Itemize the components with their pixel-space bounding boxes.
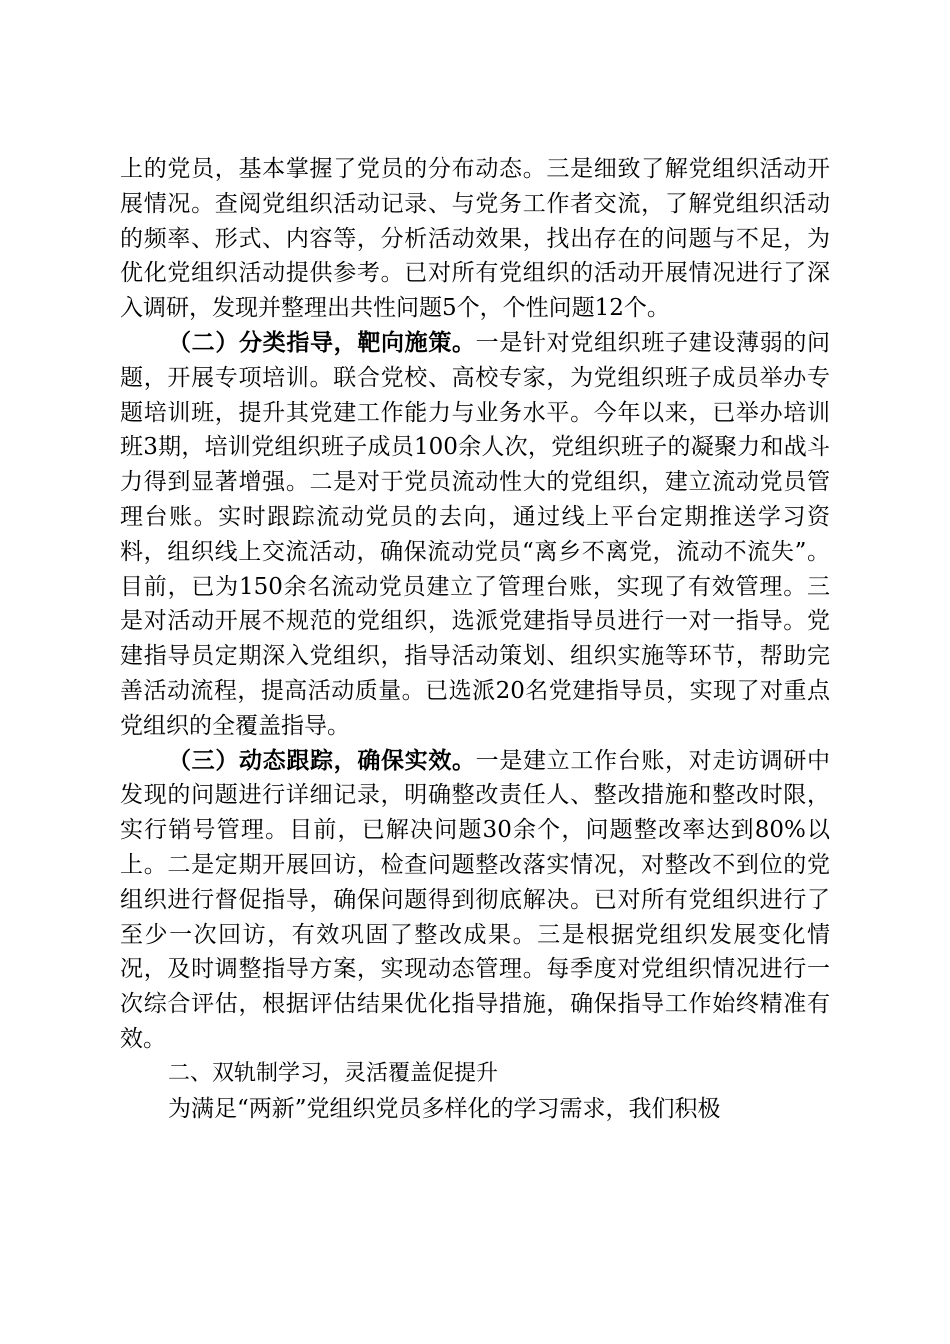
section-lead-classified-guidance: （二）分类指导，靶向施策。 [168, 328, 476, 356]
paragraph-survey-continued: 上的党员，基本掌握了党员的分布动态。三是细致了解党组织活动开展情况。查阅党组织活动记录、与党务工作者交流，了解党组织活动的频率、形式、内容等，分析活动效果，找出存在的问题与不足，为优化党组织活动提供参考。已对所有党组织的活动开展情况进行了深入调研，发现并整理出共性问题5个，个性问题12个。 [120, 156, 830, 322]
paragraph-classified-guidance [120, 326, 830, 744]
section-lead-dynamic-tracking: （三）动态跟踪，确保实效。 [168, 746, 476, 774]
section-heading-dual-track-learning: 二、双轨制学习，灵活覆盖促提升 [168, 1060, 499, 1086]
paragraph-body-classified-guidance: 一是针对党组织班子建设薄弱的问题，开展专项培训。联合党校、高校专家，为党组织班子成员举办专题培训班，提升其党建工作能力与业务水平。今年以来，已举办培训班3期，培训党组织班子成员100余人次，党组织班子的凝聚力和战斗力得到显著增强。二是对于党员流动性大的党组织，建立流动党员管理台账。实时跟踪流动党员的去向，通过线上平台定期推送学习资料，组织线上交流活动，确保流动党员“离乡不离党，流动不流失”。目前，已为150余名流动党员建立了管理台账，实现了有效管理。三是对活动开展不规范的党组织，选派党建指导员进行一对一指导。党建指导员定期深入党组织，指导活动策划、组织实施等环节，帮助完善活动流程，提高活动质量。已选派20名党建指导员，实现了对重点党组织的全覆盖指导。 [120, 329, 831, 739]
paragraph-learning-needs: 为满足“两新”党组织党员多样化的学习需求，我们积极 [168, 1095, 721, 1122]
document-body [120, 152, 830, 1126]
paragraph-dynamic-tracking [120, 744, 830, 1057]
paragraph-body-dynamic-tracking: 一是建立工作台账，对走访调研中发现的问题进行详细记录，明确整改责任人、整改措施和整改时限，实行销号管理。目前，已解决问题30余个，问题整改率达到80%以上。二是定期开展回访，检查问题整改落实情况，对整改不到位的党组织进行督促指导，确保问题得到彻底解决。已对所有党组织进行了至少一次回访，有效巩固了整改成果。三是根据党组织发展变化情况，及时调整指导方案，实现动态管理。每季度对党组织情况进行一次综合评估，根据评估结果优化指导措施，确保指导工作始终精准有效。 [120, 747, 831, 1052]
